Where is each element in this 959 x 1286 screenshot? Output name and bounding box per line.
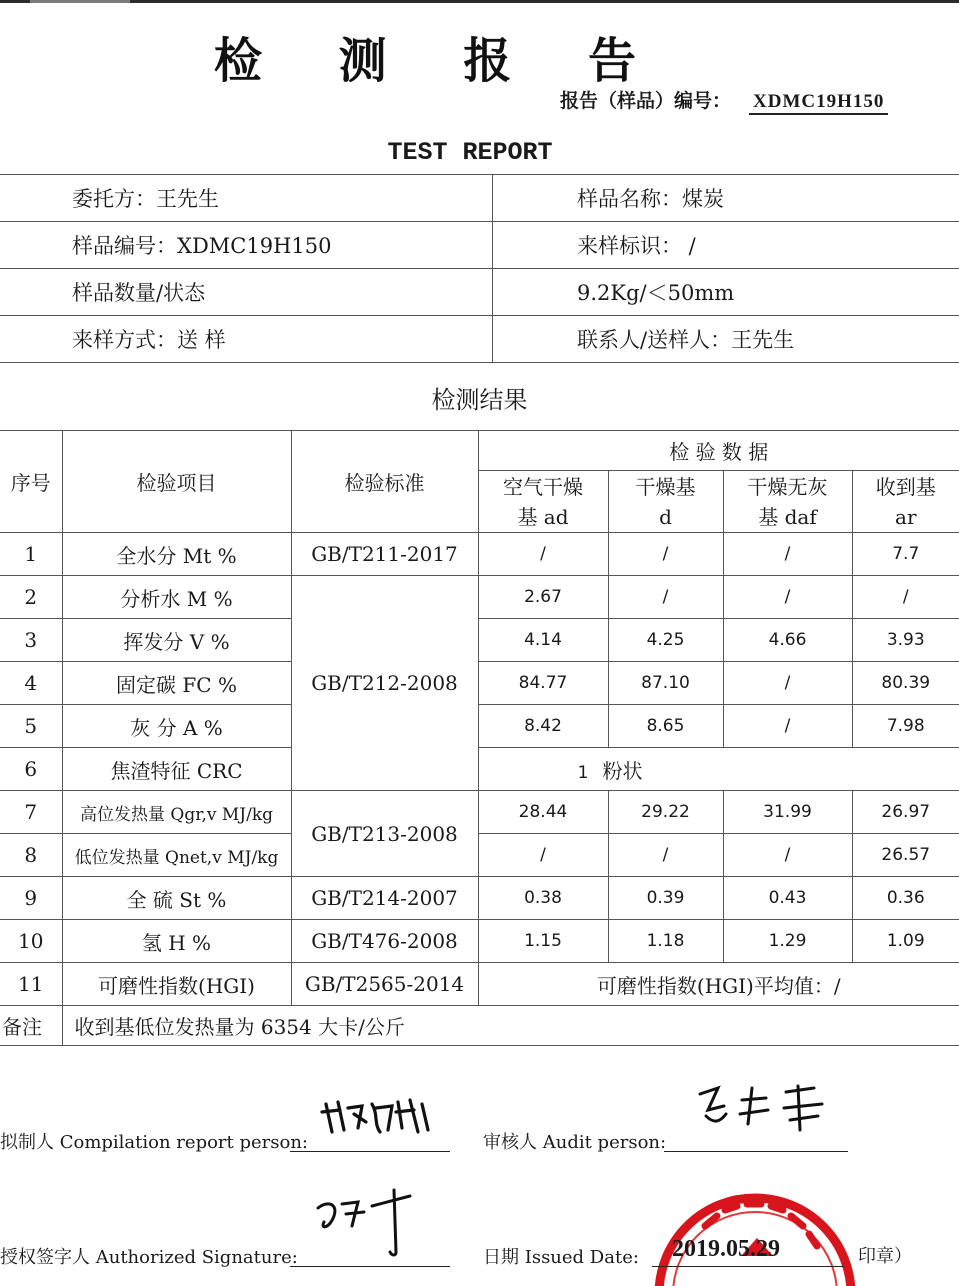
daf-header-line1: 干燥无灰 — [748, 475, 828, 499]
delivery-method-cell: 来样方式：送 样 — [0, 316, 493, 363]
daf-cell: 4.66 — [723, 619, 852, 662]
seq-cell: 6 — [0, 748, 62, 791]
daf-cell: / — [723, 533, 852, 576]
report-number — [560, 86, 888, 115]
item-cell: 灰 分 A % — [62, 705, 291, 748]
sample-info-table — [0, 174, 959, 363]
ad-cell: 84.77 — [478, 662, 608, 705]
ar-header-line2: ar — [895, 505, 916, 529]
table-row — [0, 619, 959, 662]
ar-cell: 26.97 — [852, 791, 959, 834]
daf-cell: 1.29 — [723, 920, 852, 963]
daf-cell: 31.99 — [723, 791, 852, 834]
standard-cell: GB/T476-2008 — [291, 920, 478, 963]
hgi-cell: 可磨性指数(HGI)平均值：/ — [478, 963, 959, 1006]
item-cell: 低位发热量 Qnet,v MJ/kg — [62, 834, 291, 877]
ar-cell: 7.7 — [852, 533, 959, 576]
d-cell: 1.18 — [608, 920, 723, 963]
daf-cell: / — [723, 662, 852, 705]
seq-cell: 8 — [0, 834, 62, 877]
ad-cell: 0.38 — [478, 877, 608, 920]
seal-label: 印章） — [858, 1242, 912, 1268]
d-cell: 4.25 — [608, 619, 723, 662]
item-cell: 固定碳 FC % — [62, 662, 291, 705]
seq-cell: 1 — [0, 533, 62, 576]
daf-cell: / — [723, 705, 852, 748]
table-row — [0, 576, 959, 619]
info-row — [0, 316, 959, 363]
report-number-label: 报告（样品）编号： — [560, 90, 731, 112]
standard-cell: GB/T2565-2014 — [291, 963, 478, 1006]
remark-text: 收到基低位发热量为 6354 大卡/公斤 — [62, 1006, 959, 1046]
d-cell: / — [608, 834, 723, 877]
results-title: 检测结果 — [0, 380, 959, 415]
client-cell: 委托方：王先生 — [0, 175, 493, 222]
item-cell: 可磨性指数(HGI) — [62, 963, 291, 1006]
table-row — [0, 662, 959, 705]
auditor-signature — [690, 1080, 835, 1138]
standard-cell: GB/T211-2017 — [291, 533, 478, 576]
d-cell: 29.22 — [608, 791, 723, 834]
coke-value: 1 — [479, 763, 589, 783]
ad-header — [478, 471, 608, 533]
ar-cell: 80.39 — [852, 662, 959, 705]
standard-cell: GB/T214-2007 — [291, 877, 478, 920]
seq-cell: 4 — [0, 662, 62, 705]
auditor-label: 审核人 Audit person: — [483, 1128, 666, 1154]
ad-cell: 8.42 — [478, 705, 608, 748]
report-number-value: XDMC19H150 — [749, 91, 888, 115]
info-row — [0, 175, 959, 222]
d-header — [608, 471, 723, 533]
ar-cell: 26.57 — [852, 834, 959, 877]
item-cell: 挥发分 V % — [62, 619, 291, 662]
table-row — [0, 963, 959, 1006]
top-border-tab — [30, 0, 130, 3]
seq-cell: 11 — [0, 963, 62, 1006]
header-row — [0, 431, 959, 471]
english-title: TEST REPORT — [0, 138, 940, 167]
compiler-label: 拟制人 Compilation report person: — [0, 1128, 308, 1154]
ar-cell: 1.09 — [852, 920, 959, 963]
coke-text: 粉状 — [603, 759, 643, 783]
item-cell: 全 硫 St % — [62, 877, 291, 920]
authorized-signature — [312, 1186, 422, 1260]
seq-cell: 10 — [0, 920, 62, 963]
seq-cell: 9 — [0, 877, 62, 920]
auditor-line — [664, 1151, 848, 1152]
ad-cell: 28.44 — [478, 791, 608, 834]
ar-cell: 0.36 — [852, 877, 959, 920]
ar-cell: 3.93 — [852, 619, 959, 662]
sample-mark-cell: 来样标识： / — [493, 222, 959, 269]
ad-cell: / — [478, 533, 608, 576]
sample-name-cell: 样品名称：煤炭 — [493, 175, 959, 222]
authorized-label: 授权签字人 Authorized Signature: — [0, 1243, 298, 1269]
item-cell: 分析水 M % — [62, 576, 291, 619]
item-header: 检验项目 — [62, 431, 291, 533]
item-cell: 全水分 Mt % — [62, 533, 291, 576]
daf-cell: / — [723, 576, 852, 619]
ad-cell: / — [478, 834, 608, 877]
table-row — [0, 533, 959, 576]
ar-cell: / — [852, 576, 959, 619]
report-title: 检 测 报 告 — [0, 22, 880, 91]
d-cell: 0.39 — [608, 877, 723, 920]
standard-cell: GB/T213-2008 — [291, 791, 478, 877]
ad-cell: 2.67 — [478, 576, 608, 619]
date-label: 日期 Issued Date: — [483, 1243, 639, 1269]
compiler-signature — [318, 1094, 438, 1140]
seq-cell: 3 — [0, 619, 62, 662]
d-header-line1: 干燥基 — [636, 475, 696, 499]
table-row — [0, 705, 959, 748]
table-row — [0, 877, 959, 920]
sample-quantity-label: 样品数量/状态 — [0, 269, 493, 316]
ar-header — [852, 471, 959, 533]
d-cell: 8.65 — [608, 705, 723, 748]
issued-date: 2019.05.29 — [672, 1236, 780, 1263]
daf-cell: 0.43 — [723, 877, 852, 920]
info-row — [0, 269, 959, 316]
ar-header-line1: 收到基 — [876, 475, 936, 499]
contact-person-cell: 联系人/送样人：王先生 — [493, 316, 959, 363]
authorized-line — [290, 1266, 450, 1267]
sample-quantity-value: 9.2Kg/＜50mm — [493, 269, 959, 316]
seq-header: 序号 — [0, 431, 62, 533]
compiler-line — [290, 1151, 450, 1152]
table-row — [0, 920, 959, 963]
table-row — [0, 834, 959, 877]
item-cell: 高位发热量 Qgr,v MJ/kg — [62, 791, 291, 834]
ar-cell: 7.98 — [852, 705, 959, 748]
seq-cell: 2 — [0, 576, 62, 619]
ad-cell: 4.14 — [478, 619, 608, 662]
d-cell: / — [608, 533, 723, 576]
daf-header-line2: 基 daf — [758, 505, 817, 529]
sample-number-cell: 样品编号：XDMC19H150 — [0, 222, 493, 269]
daf-header — [723, 471, 852, 533]
ad-header-line2: 基 ad — [517, 505, 568, 529]
top-border — [0, 0, 959, 3]
daf-cell: / — [723, 834, 852, 877]
standard-header: 检验标准 — [291, 431, 478, 533]
d-cell: / — [608, 576, 723, 619]
remark-label: 备注 — [0, 1006, 62, 1046]
table-row — [0, 748, 959, 791]
item-cell: 焦渣特征 CRC — [62, 748, 291, 791]
d-cell: 87.10 — [608, 662, 723, 705]
data-header: 检 验 数 据 — [478, 431, 959, 471]
date-line — [652, 1266, 844, 1267]
ad-cell: 1.15 — [478, 920, 608, 963]
remark-row — [0, 1006, 959, 1046]
d-header-line2: d — [659, 505, 672, 529]
coke-cell — [478, 748, 959, 791]
table-row — [0, 791, 959, 834]
results-table — [0, 430, 959, 1046]
ad-header-line1: 空气干燥 — [503, 475, 583, 499]
standard-cell: GB/T212-2008 — [291, 576, 478, 791]
seq-cell: 7 — [0, 791, 62, 834]
seq-cell: 5 — [0, 705, 62, 748]
item-cell: 氢 H % — [62, 920, 291, 963]
info-row — [0, 222, 959, 269]
